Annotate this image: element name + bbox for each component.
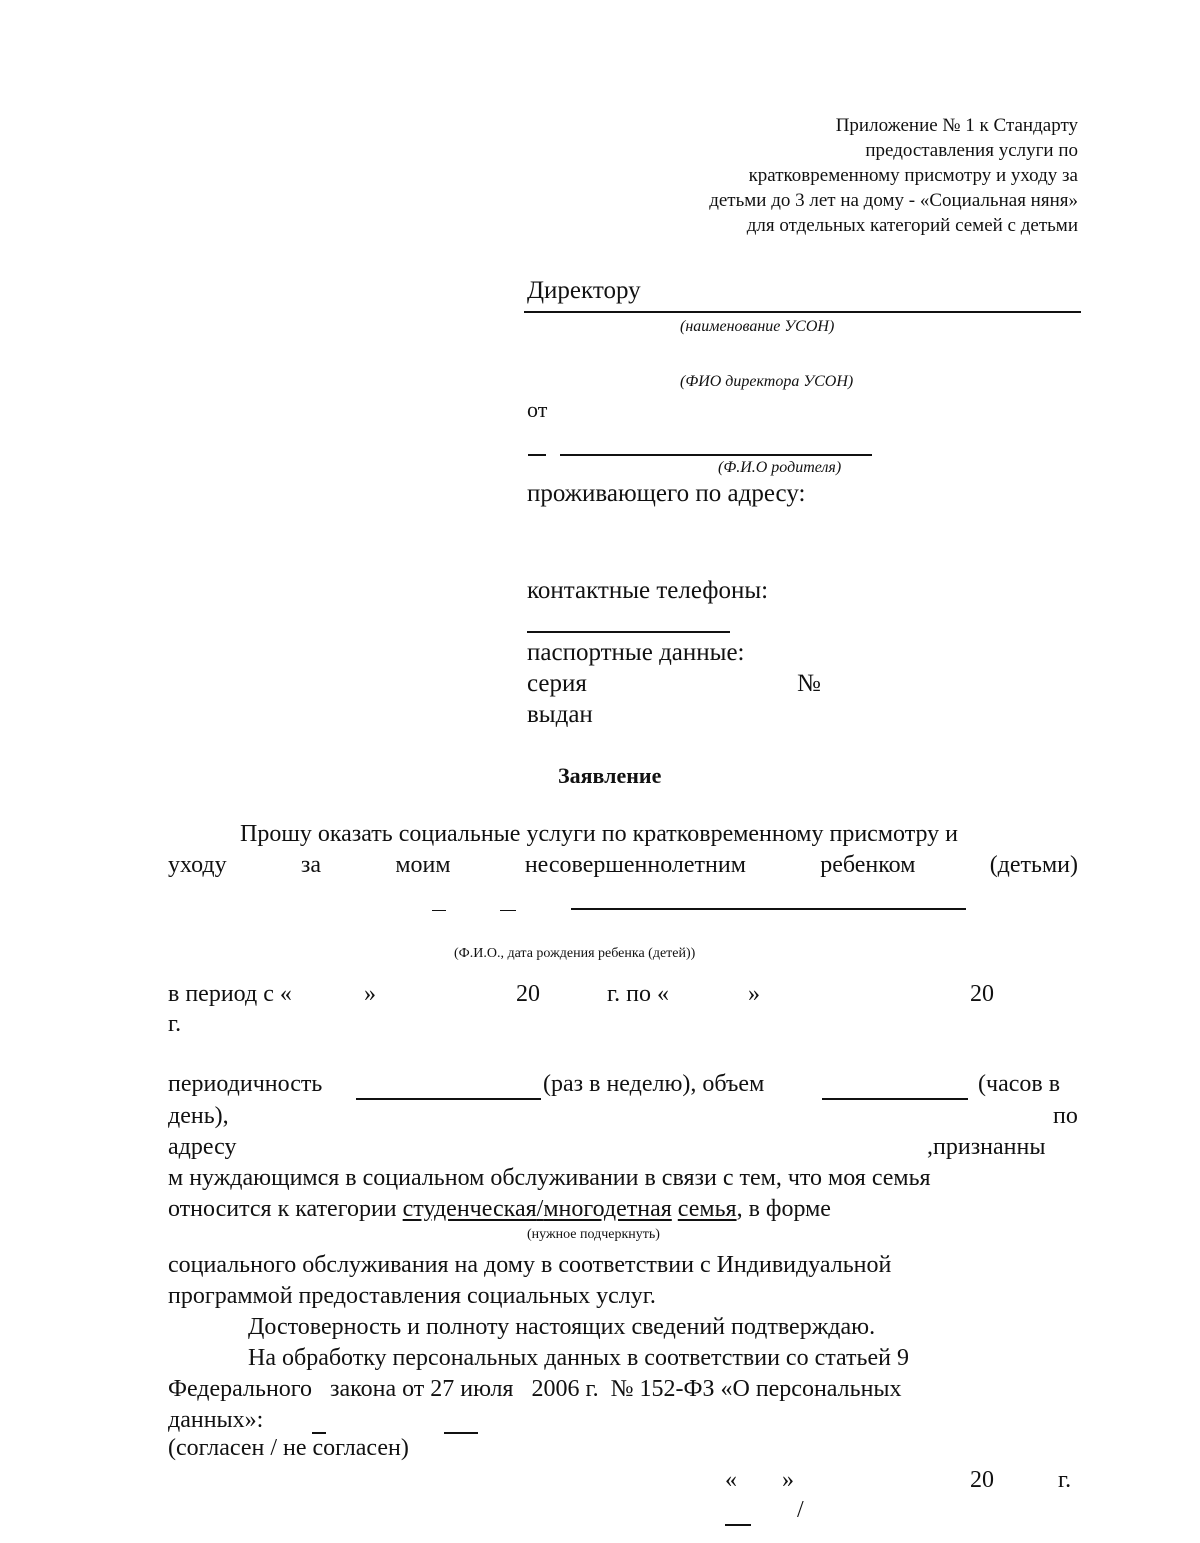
annex-header <box>558 113 1078 238</box>
word: за <box>300 852 322 878</box>
po-label: по <box>1053 1103 1078 1129</box>
date-year: 20 <box>970 1467 994 1493</box>
child-fio-line <box>571 908 966 910</box>
body-line-pd-3: данных»: <box>168 1407 264 1433</box>
body-line-1: Прошу оказать социальные услуги по кратковременному присмотру и <box>240 821 958 847</box>
series-label: серия <box>527 670 587 697</box>
period-to: г. по « <box>607 981 669 1007</box>
date-g: г. <box>1058 1467 1072 1493</box>
period-year: 20 <box>970 981 994 1007</box>
period-year: 20 <box>516 981 540 1007</box>
parent-fio-line-dash <box>528 454 546 456</box>
consent-line <box>444 1432 478 1434</box>
from-label: от <box>527 397 548 422</box>
phones-line <box>527 631 730 633</box>
frequency-label: периодичность <box>168 1071 323 1097</box>
consent-hint: (согласен / не согласен) <box>168 1435 409 1461</box>
consent-line-dash <box>312 1432 326 1434</box>
child-line-dash <box>432 910 446 911</box>
address-label: проживающего по адресу: <box>527 480 806 507</box>
annex-line: Приложение № 1 к Стандарту <box>835 115 1078 136</box>
director-fio-hint: (ФИО директора УСОН) <box>680 373 854 390</box>
recognized-label: ,признанны <box>927 1134 1046 1160</box>
number-label: № <box>797 670 821 697</box>
volume-line <box>822 1098 968 1100</box>
category-student: студенческая <box>402 1196 537 1222</box>
word: ребенком <box>820 852 916 878</box>
body-line-program: программой предоставления социальных услуг. <box>168 1283 656 1309</box>
word: несовершеннолетним <box>524 852 746 878</box>
volume-unit: (часов в <box>978 1071 1061 1097</box>
frequency-line <box>356 1098 541 1100</box>
category-line <box>168 1196 831 1223</box>
uson-name-hint: (наименование УСОН) <box>680 318 835 335</box>
annex-line: детьми до 3 лет на дому - «Социальная няня» <box>709 190 1078 211</box>
period-from: в период с « <box>168 981 292 1007</box>
document-title: Заявление <box>558 763 662 788</box>
word: уходу <box>168 852 227 878</box>
frequency-unit: (раз в неделю), объем <box>543 1071 765 1097</box>
annex-line: для отдельных категорий семей с детьми <box>746 215 1078 236</box>
category-separator: / <box>536 1196 544 1222</box>
issued-label: выдан <box>527 701 593 728</box>
address-label: адресу <box>168 1134 237 1160</box>
word: (детьми) <box>989 852 1078 878</box>
phones-label: контактные телефоны: <box>527 577 769 604</box>
date-quote-open: « <box>725 1467 737 1493</box>
passport-label: паспортные данные: <box>527 639 745 666</box>
body-line-confirm: Достоверность и полноту настоящих сведений подтверждаю. <box>248 1314 876 1340</box>
signature-line <box>725 1524 751 1526</box>
uson-name-line <box>524 311 1081 313</box>
body-line-pd-2: Федерального закона от 27 июля 2006 г. № 152-ФЗ «О персональных <box>168 1376 902 1402</box>
signature-separator: / <box>797 1497 804 1523</box>
period-g: г. <box>168 1011 182 1037</box>
category-large-family: многодетная <box>543 1196 672 1222</box>
parent-fio-hint: (Ф.И.О родителя) <box>718 459 842 476</box>
category-suffix: , в форме <box>736 1196 831 1222</box>
period-quote-close: » <box>748 981 760 1007</box>
child-line-dash <box>500 910 516 911</box>
child-fio-hint: (Ф.И.О., дата рождения ребенка (детей)) <box>454 946 696 961</box>
category-family: семья <box>677 1196 737 1222</box>
day-label: день), <box>168 1103 229 1129</box>
word: моим <box>395 852 451 878</box>
category-prefix: относится к категории <box>168 1196 403 1222</box>
annex-line: предоставления услуги по <box>865 140 1078 161</box>
to-director-label: Директору <box>527 277 641 304</box>
body-line-service: социального обслуживания на дому в соответствии с Индивидуальной <box>168 1252 892 1278</box>
annex-line: кратковременному присмотру и уходу за <box>748 165 1078 186</box>
body-line-pd-1: На обработку персональных данных в соответствии со статьей 9 <box>248 1345 909 1371</box>
body-line-m: м нуждающимся в социальном обслуживании в связи с тем, что моя семья <box>168 1165 931 1191</box>
date-quote-close: » <box>782 1467 794 1493</box>
period-quote-close: » <box>364 981 376 1007</box>
body-line-2 <box>168 852 1078 879</box>
underline-hint: (нужное подчеркнуть) <box>527 1227 660 1242</box>
parent-fio-line <box>560 454 872 456</box>
